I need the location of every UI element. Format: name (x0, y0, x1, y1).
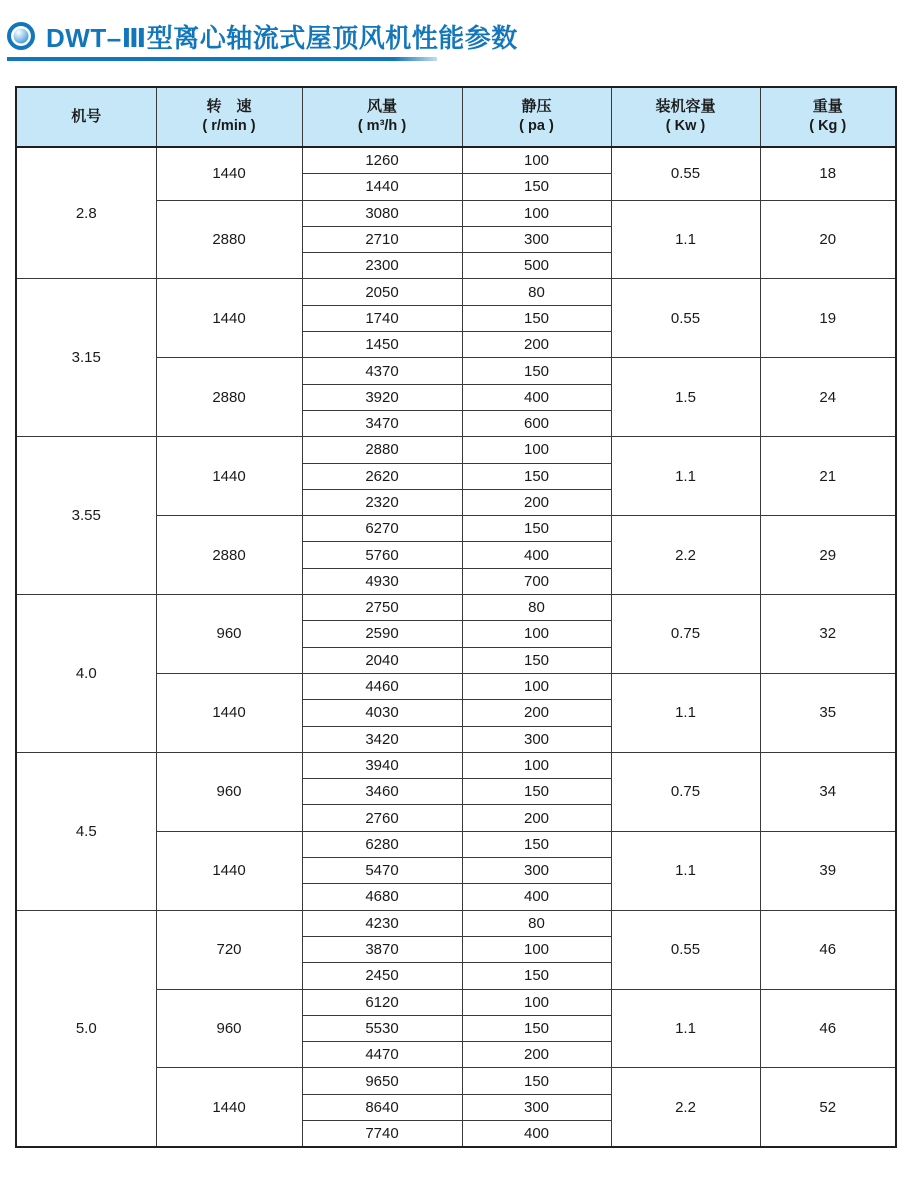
pressure-cell: 400 (462, 542, 611, 568)
power-cell: 0.75 (611, 752, 760, 831)
speed-cell: 1440 (156, 673, 302, 752)
speed-cell: 1440 (156, 147, 302, 200)
power-cell: 0.75 (611, 595, 760, 674)
flow-cell: 3460 (302, 779, 462, 805)
pressure-cell: 700 (462, 568, 611, 594)
flow-cell: 1440 (302, 174, 462, 200)
pressure-cell: 100 (462, 673, 611, 699)
column-header-weight (760, 87, 896, 147)
flow-cell: 3470 (302, 410, 462, 436)
column-header-pressure (462, 87, 611, 147)
weight-cell: 52 (760, 1068, 896, 1147)
power-cell: 0.55 (611, 147, 760, 200)
weight-cell: 39 (760, 831, 896, 910)
flow-cell: 4930 (302, 568, 462, 594)
title-underline (7, 57, 437, 61)
flow-cell: 2320 (302, 489, 462, 515)
spec-table (15, 86, 897, 1148)
power-cell: 0.55 (611, 910, 760, 989)
pressure-cell: 100 (462, 621, 611, 647)
column-unit: ( Kg ) (809, 118, 847, 135)
column-header-flow (302, 87, 462, 147)
column-label: 风量 (366, 98, 397, 116)
pressure-cell: 150 (462, 831, 611, 857)
column-header-power (611, 87, 760, 147)
column-label: 转 速 (206, 98, 252, 116)
flow-cell: 2620 (302, 463, 462, 489)
pressure-cell: 200 (462, 1042, 611, 1068)
weight-cell: 34 (760, 752, 896, 831)
table-row (16, 752, 896, 778)
speed-cell: 1440 (156, 279, 302, 358)
pressure-cell: 300 (462, 1094, 611, 1120)
pressure-cell: 100 (462, 147, 611, 174)
pressure-cell: 150 (462, 516, 611, 542)
column-label: 装机容量 (655, 98, 716, 116)
column-label: 机号 (71, 107, 102, 125)
speed-cell: 720 (156, 910, 302, 989)
power-cell: 1.5 (611, 358, 760, 437)
column-unit: ( pa ) (519, 118, 554, 135)
model-cell: 2.8 (16, 147, 156, 279)
power-cell: 1.1 (611, 831, 760, 910)
power-cell: 1.1 (611, 200, 760, 279)
column-unit: ( Kw ) (665, 118, 706, 135)
flow-cell: 3870 (302, 936, 462, 962)
flow-cell: 2050 (302, 279, 462, 305)
pressure-cell: 80 (462, 910, 611, 936)
weight-cell: 18 (760, 147, 896, 200)
flow-cell: 4370 (302, 358, 462, 384)
model-cell: 4.0 (16, 595, 156, 753)
pressure-cell: 150 (462, 779, 611, 805)
pressure-cell: 150 (462, 305, 611, 331)
pressure-cell: 150 (462, 963, 611, 989)
flow-cell: 4230 (302, 910, 462, 936)
pressure-cell: 300 (462, 726, 611, 752)
pressure-cell: 100 (462, 200, 611, 226)
pressure-cell: 150 (462, 1068, 611, 1094)
table-row (16, 595, 896, 621)
weight-cell: 29 (760, 516, 896, 595)
flow-cell: 4680 (302, 884, 462, 910)
flow-cell: 4470 (302, 1042, 462, 1068)
table-header (16, 87, 896, 147)
weight-cell: 46 (760, 989, 896, 1068)
flow-cell: 8640 (302, 1094, 462, 1120)
pressure-cell: 200 (462, 805, 611, 831)
table-row (16, 910, 896, 936)
speed-cell: 2880 (156, 200, 302, 279)
pressure-cell: 200 (462, 489, 611, 515)
flow-cell: 4460 (302, 673, 462, 699)
pressure-cell: 150 (462, 358, 611, 384)
pressure-cell: 100 (462, 989, 611, 1015)
pressure-cell: 80 (462, 595, 611, 621)
flow-cell: 2590 (302, 621, 462, 647)
pressure-cell: 80 (462, 279, 611, 305)
flow-cell: 2880 (302, 437, 462, 463)
column-header-speed (156, 87, 302, 147)
weight-cell: 46 (760, 910, 896, 989)
weight-cell: 21 (760, 437, 896, 516)
model-cell: 5.0 (16, 910, 156, 1147)
pressure-cell: 300 (462, 226, 611, 252)
power-cell: 1.1 (611, 989, 760, 1068)
weight-cell: 35 (760, 673, 896, 752)
pressure-cell: 200 (462, 332, 611, 358)
table-body (16, 147, 896, 1147)
weight-cell: 32 (760, 595, 896, 674)
pressure-cell: 500 (462, 253, 611, 279)
flow-cell: 2300 (302, 253, 462, 279)
weight-cell: 20 (760, 200, 896, 279)
flow-cell: 3420 (302, 726, 462, 752)
table-row (16, 437, 896, 463)
power-cell: 2.2 (611, 516, 760, 595)
pressure-cell: 200 (462, 700, 611, 726)
pressure-cell: 100 (462, 752, 611, 778)
model-cell: 4.5 (16, 752, 156, 910)
weight-cell: 19 (760, 279, 896, 358)
flow-cell: 3920 (302, 384, 462, 410)
flow-cell: 2760 (302, 805, 462, 831)
flow-cell: 5470 (302, 858, 462, 884)
speed-cell: 960 (156, 595, 302, 674)
model-cell: 3.15 (16, 279, 156, 437)
table-row (16, 279, 896, 305)
power-cell: 1.1 (611, 673, 760, 752)
column-unit: ( m³/h ) (357, 118, 407, 135)
speed-cell: 1440 (156, 831, 302, 910)
table-row (16, 147, 896, 174)
flow-cell: 2040 (302, 647, 462, 673)
flow-cell: 6280 (302, 831, 462, 857)
flow-cell: 3080 (302, 200, 462, 226)
flow-cell: 2450 (302, 963, 462, 989)
pressure-cell: 150 (462, 463, 611, 489)
power-cell: 0.55 (611, 279, 760, 358)
page-header (0, 0, 910, 55)
column-unit: ( r/min ) (202, 118, 256, 135)
page-title: DWT–Ⅲ型离心轴流式屋顶风机性能参数 (46, 22, 518, 53)
pressure-cell: 400 (462, 884, 611, 910)
spec-table-wrapper (15, 86, 895, 1148)
flow-cell: 1450 (302, 332, 462, 358)
column-header-model (16, 87, 156, 147)
column-label: 静压 (521, 98, 552, 116)
header-row (16, 87, 896, 147)
flow-cell: 1260 (302, 147, 462, 174)
flow-cell: 6120 (302, 989, 462, 1015)
flow-cell: 4030 (302, 700, 462, 726)
flow-cell: 2710 (302, 226, 462, 252)
pressure-cell: 150 (462, 647, 611, 673)
flow-cell: 5530 (302, 1015, 462, 1041)
flow-cell: 1740 (302, 305, 462, 331)
flow-cell: 3940 (302, 752, 462, 778)
power-cell: 2.2 (611, 1068, 760, 1147)
power-cell: 1.1 (611, 437, 760, 516)
pressure-cell: 150 (462, 1015, 611, 1041)
speed-cell: 2880 (156, 358, 302, 437)
bullseye-icon (7, 22, 35, 50)
speed-cell: 2880 (156, 516, 302, 595)
speed-cell: 960 (156, 989, 302, 1068)
pressure-cell: 300 (462, 858, 611, 884)
flow-cell: 2750 (302, 595, 462, 621)
flow-cell: 9650 (302, 1068, 462, 1094)
model-cell: 3.55 (16, 437, 156, 595)
flow-cell: 5760 (302, 542, 462, 568)
weight-cell: 24 (760, 358, 896, 437)
column-label: 重量 (812, 98, 843, 116)
flow-cell: 7740 (302, 1120, 462, 1147)
speed-cell: 960 (156, 752, 302, 831)
pressure-cell: 400 (462, 1120, 611, 1147)
speed-cell: 1440 (156, 1068, 302, 1147)
pressure-cell: 100 (462, 936, 611, 962)
flow-cell: 6270 (302, 516, 462, 542)
speed-cell: 1440 (156, 437, 302, 516)
pressure-cell: 400 (462, 384, 611, 410)
pressure-cell: 600 (462, 410, 611, 436)
pressure-cell: 150 (462, 174, 611, 200)
pressure-cell: 100 (462, 437, 611, 463)
